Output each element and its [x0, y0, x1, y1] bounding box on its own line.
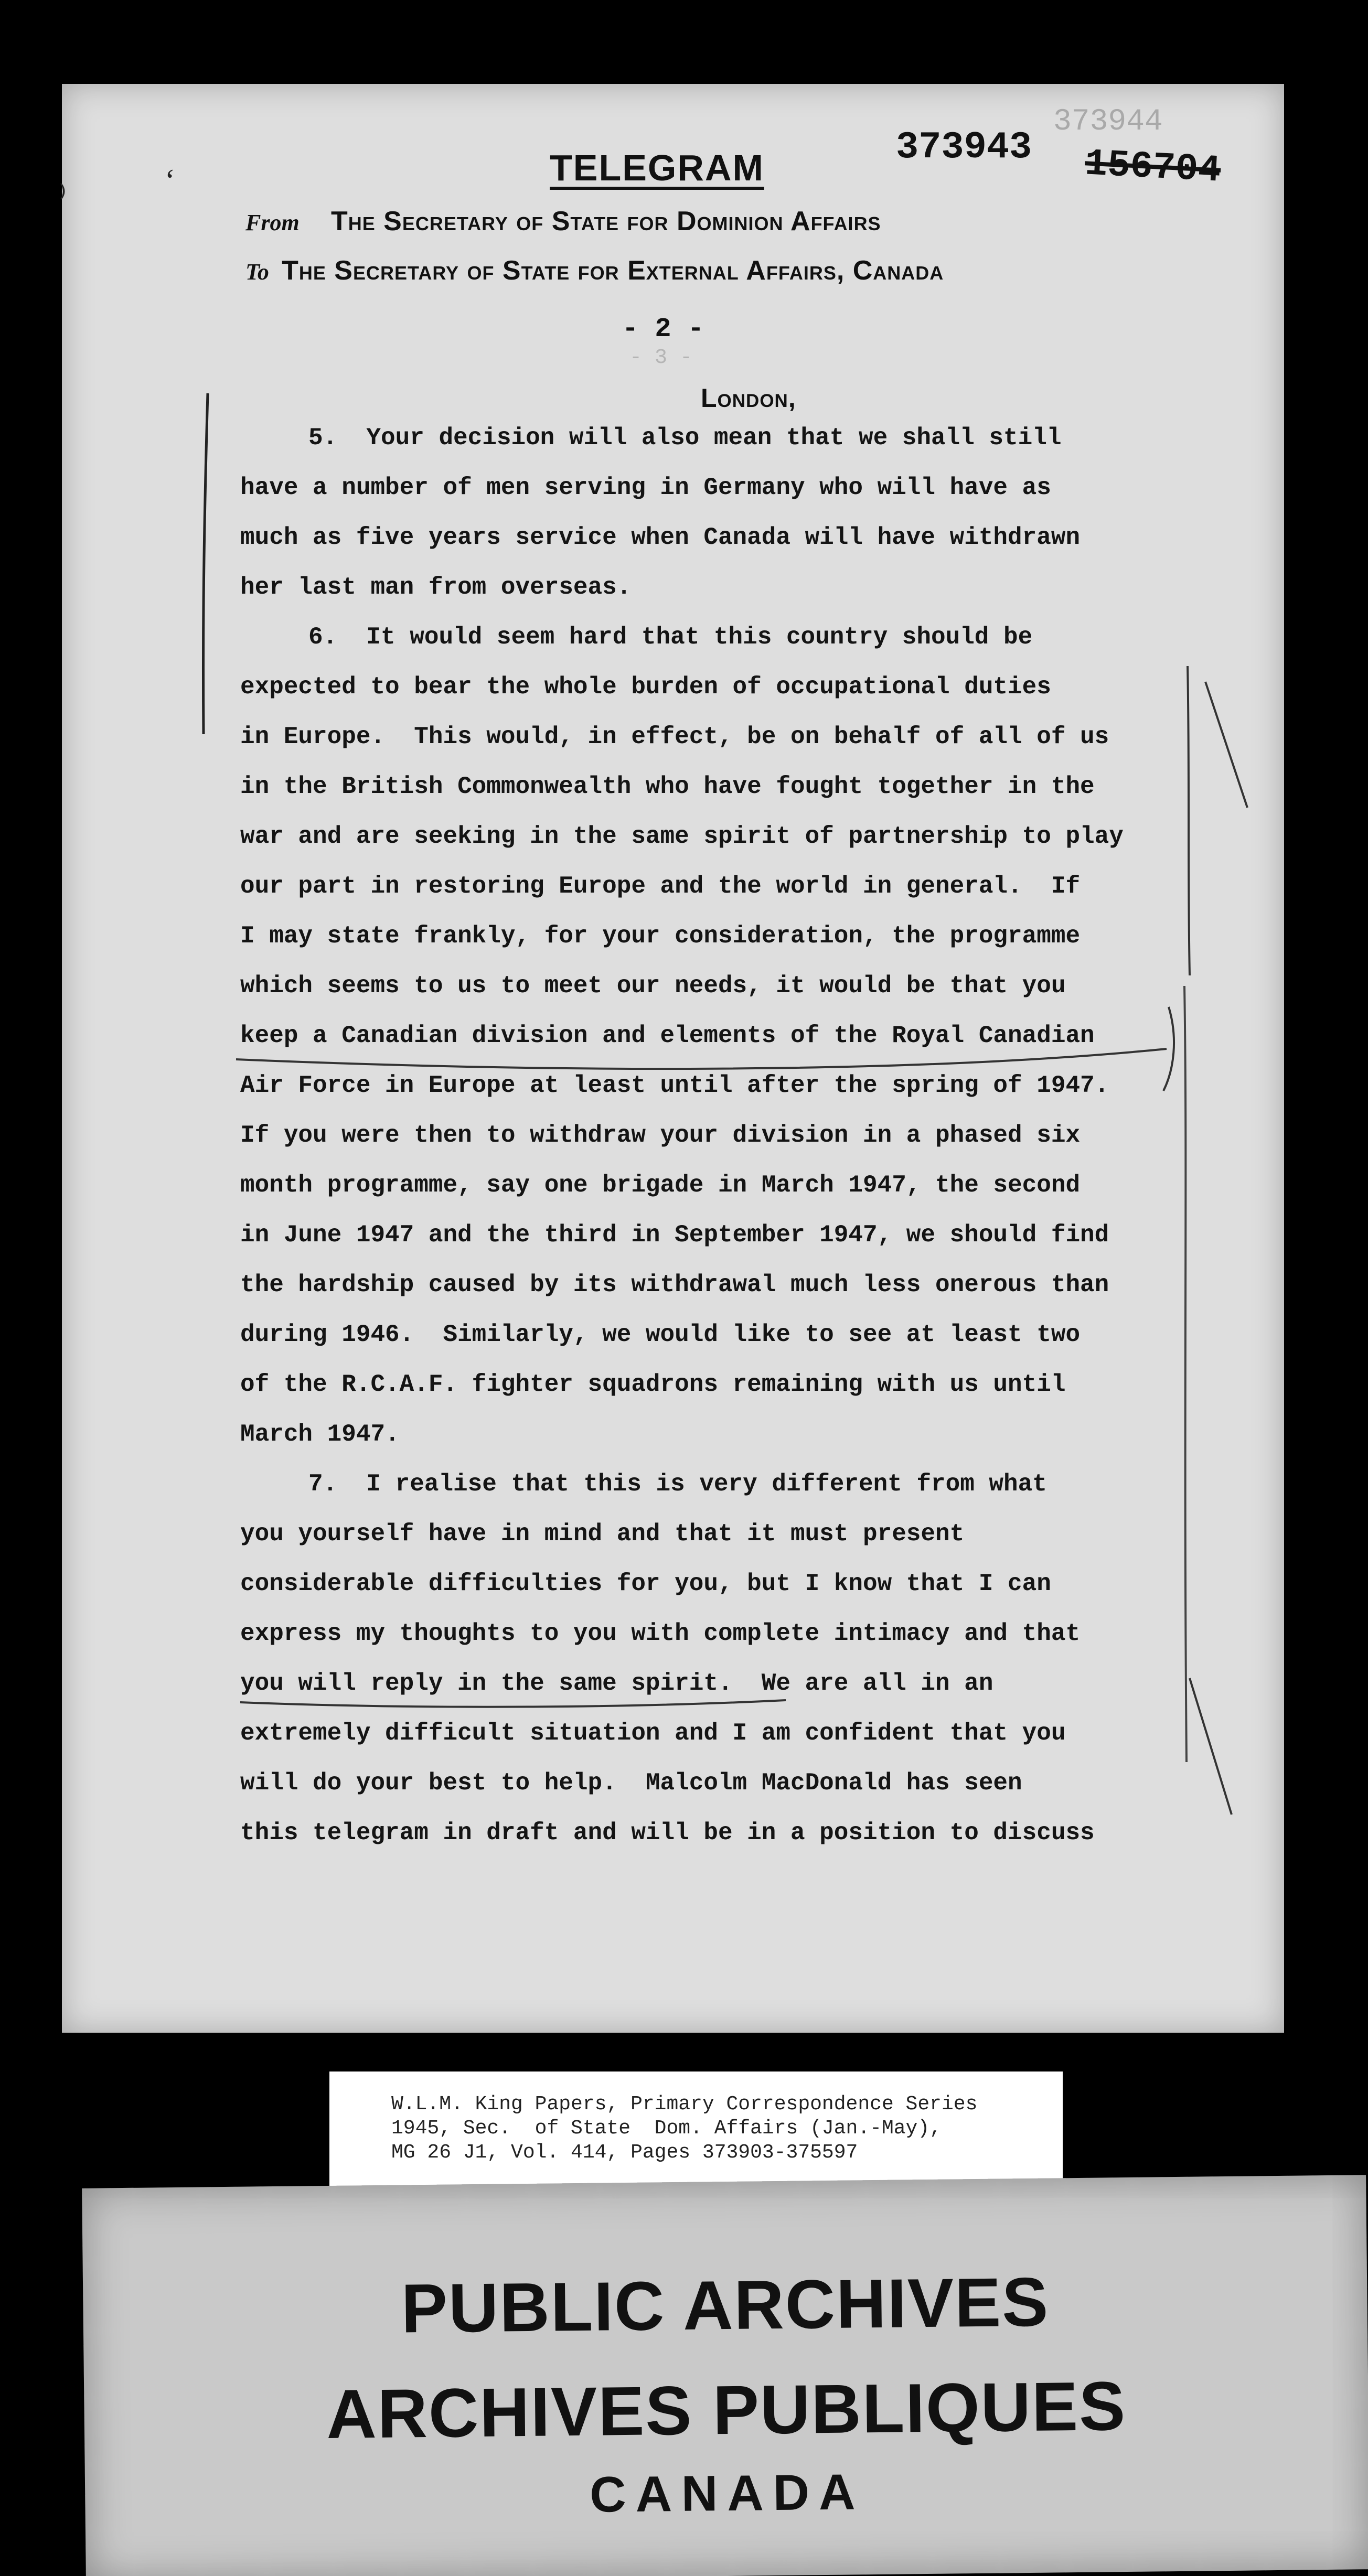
body-line: have a number of men serving in Germany who will have as: [240, 474, 1051, 501]
stray-mark-quote: ‘: [165, 163, 175, 198]
body-line: you yourself have in mind and that it must present: [240, 1520, 965, 1548]
body-line: our part in restoring Europe and the world in general. If: [240, 873, 1081, 900]
stray-mark-left: ⁾: [59, 179, 67, 214]
telegram-title: TELEGRAM: [550, 147, 764, 188]
archives-stamp: [82, 2175, 1368, 2576]
body-line: war and are seeking in the same spirit of partnership to play: [240, 823, 1124, 850]
document-number: 373943: [896, 126, 1032, 169]
reference-line-1: W.L.M. King Papers, Primary Correspondence Series: [391, 2093, 978, 2116]
from-label: From: [245, 210, 300, 235]
body-line: keep a Canadian division and elements of the Royal Canadian: [240, 1022, 1095, 1049]
ghost-page-number: - 3 -: [629, 346, 693, 370]
reference-slip: [329, 2071, 1063, 2193]
struck-document-number: 156704: [1084, 142, 1222, 192]
stamp-archives-publiques: ARCHIVES PUBLIQUES: [326, 2367, 1127, 2453]
reference-line-2: 1945, Sec. of State Dom. Affairs (Jan.-May),: [391, 2117, 942, 2140]
from-row: [245, 206, 881, 237]
body-line: her last man from overseas.: [240, 574, 632, 601]
body-line: 5. Your decision will also mean that we shall still: [308, 424, 1062, 452]
from-value: The Secretary of State for Dominion Affairs: [330, 206, 881, 237]
to-row: [245, 255, 944, 286]
stamp-canada: CANADA: [589, 2464, 865, 2523]
body-line: extremely difficult situation and I am confident that you: [240, 1720, 1066, 1747]
body-line: month programme, say one brigade in March 1947, the second: [240, 1172, 1081, 1199]
body-line: 7. I realise that this is very different from what: [308, 1471, 1047, 1498]
body-line: will do your best to help. Malcolm MacDonald has seen: [240, 1769, 1022, 1797]
ghost-document-number: 373944: [1053, 105, 1163, 139]
to-label: To: [245, 259, 269, 285]
body-line: considerable difficulties for you, but I know that I can: [240, 1570, 1051, 1597]
body-line: March 1947.: [240, 1421, 400, 1448]
body-line: 6. It would seem hard that this country should be: [308, 624, 1033, 651]
body-line: If you were then to withdraw your division in a phased six: [240, 1122, 1081, 1149]
body-line: express my thoughts to you with complete intimacy and that: [240, 1620, 1081, 1647]
body-line: you will reply in the same spirit. We are all in an: [240, 1670, 993, 1697]
body-line: of the R.C.A.F. fighter squadrons remaining with us until: [240, 1371, 1066, 1398]
body-line: much as five years service when Canada will have withdrawn: [240, 524, 1081, 551]
body-line: which seems to us to meet our needs, it would be that you: [240, 972, 1066, 1000]
body-line: Air Force in Europe at least until after the spring of 1947.: [240, 1072, 1109, 1099]
body-line: during 1946. Similarly, we would like to see at least two: [240, 1321, 1081, 1348]
place-of-origin: London,: [701, 383, 796, 413]
body-line: this telegram in draft and will be in a position to discuss: [240, 1819, 1095, 1847]
page-number: - 2 -: [622, 314, 704, 345]
body-line: expected to bear the whole burden of occupational duties: [240, 673, 1051, 701]
left-margin-line: [203, 393, 208, 734]
stamp-public-archives: PUBLIC ARCHIVES: [401, 2263, 1050, 2347]
body-line: in Europe. This would, in effect, be on behalf of all of us: [240, 723, 1109, 750]
body-line: in the British Commonwealth who have fought together in the: [240, 773, 1095, 800]
telegram-page: [59, 84, 1284, 2033]
body-line: I may state frankly, for your consideration, the programme: [240, 922, 1081, 950]
body-line: in June 1947 and the third in September 1947, we should find: [240, 1221, 1109, 1249]
telegram-body: [240, 413, 1237, 1858]
to-value: The Secretary of State for External Affairs, Canada: [282, 255, 944, 286]
reference-line-3: MG 26 J1, Vol. 414, Pages 373903-375597: [391, 2141, 858, 2164]
body-line: the hardship caused by its withdrawal much less onerous than: [240, 1271, 1109, 1298]
